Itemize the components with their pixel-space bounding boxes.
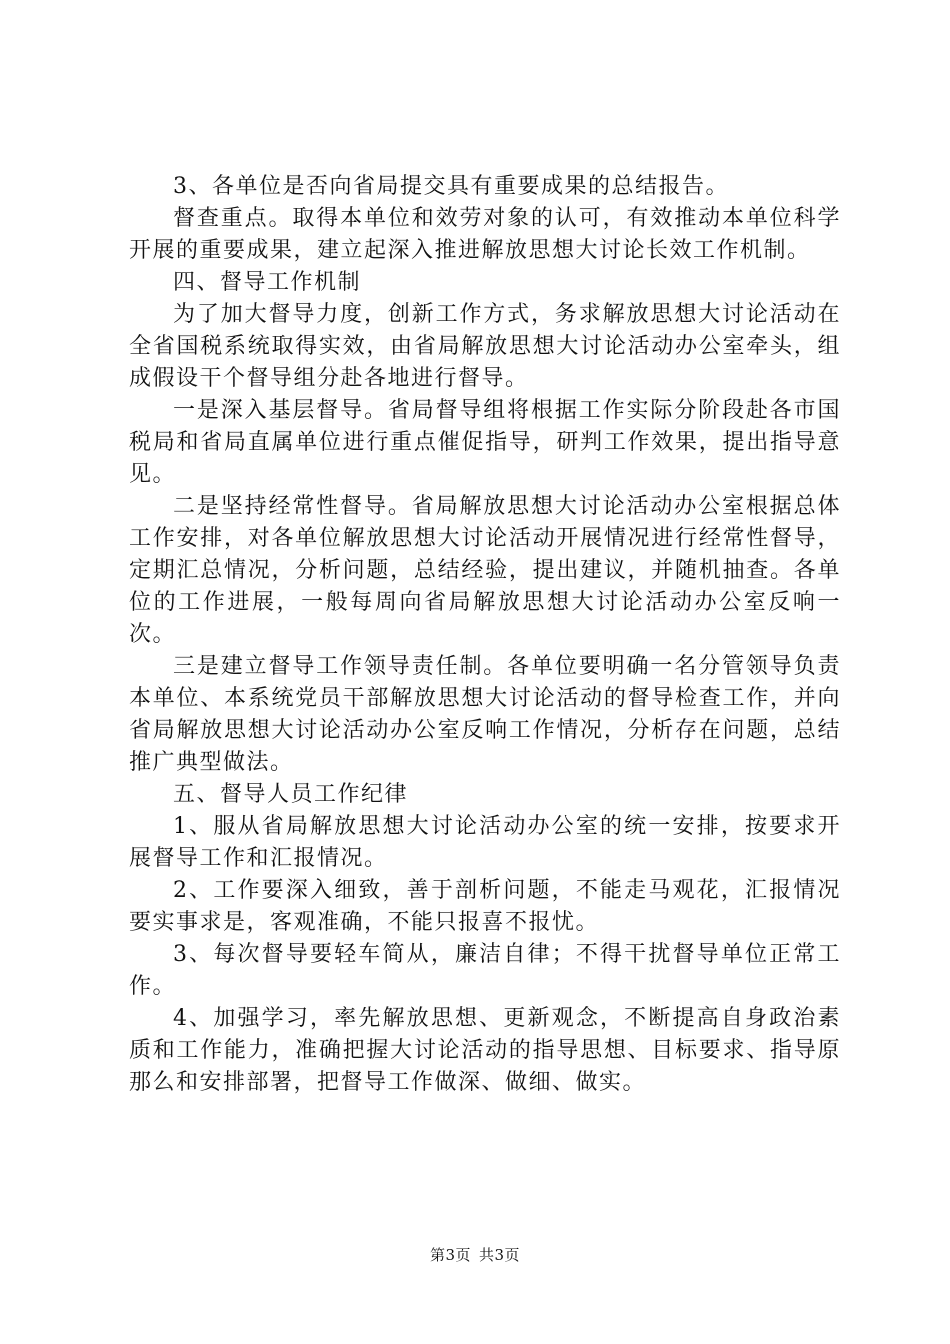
section-heading-mechanism: 四、督导工作机制: [173, 270, 362, 295]
page-number: 第3页: [429, 1246, 471, 1264]
paragraph-discipline-4: 4、加强学习，率先解放思想、更新观念，不断提高自身政治素质和工作能力，准确把握大讨论活动的指导思想、目标要求、指导原那么和安排部署，把督导工作做深、做细、做实。: [129, 1006, 841, 1095]
paragraph-responsibility-system: 三是建立督导工作领导责任制。各单位要明确一名分管领导负责本单位、本系统党员干部解放思想大讨论活动的督导检查工作，并向省局解放思想大讨论活动办公室反响工作情况，分析存在问题，总结推广典型做法。: [129, 654, 841, 775]
paragraph-inspection-focus: 督查重点。取得本单位和效劳对象的认可，有效推动本单位科学开展的重要成果，建立起深入推进解放思想大讨论长效工作机制。: [129, 206, 841, 263]
paragraph-grassroots-supervision: 一是深入基层督导。省局督导组将根据工作实际分阶段赴各市国税局和省局直属单位进行重点催促指导，研判工作效果，提出指导意见。: [129, 398, 841, 487]
paragraph-regular-supervision: 二是坚持经常性督导。省局解放思想大讨论活动办公室根据总体工作安排，对各单位解放思想大讨论活动开展情况进行经常性督导，定期汇总情况，分析问题，总结经验，提出建议，并随机抽查。各单位的工作进展，一般每周向省局解放思想大讨论活动办公室反响一次。: [129, 494, 841, 647]
paragraph-discipline-2: 2、工作要深入细致，善于剖析问题，不能走马观花，汇报情况要实事求是，客观准确，不能只报喜不报忧。: [129, 878, 841, 935]
page-total: 共3页: [479, 1246, 521, 1264]
paragraph-mechanism-intro: 为了加大督导力度，创新工作方式，务求解放思想大讨论活动在全省国税系统取得实效，由省局解放思想大讨论活动办公室牵头，组成假设干个督导组分赴各地进行督导。: [129, 302, 841, 391]
paragraph-discipline-3: 3、每次督导要轻车简从，廉洁自律；不得干扰督导单位正常工作。: [129, 942, 841, 999]
paragraph-report-submission: 3、各单位是否向省局提交具有重要成果的总结报告。: [173, 174, 729, 199]
document-body: [129, 171, 841, 1099]
paragraph-discipline-1: 1、服从省局解放思想大讨论活动办公室的统一安排，按要求开展督导工作和汇报情况。: [129, 814, 841, 871]
section-heading-discipline: 五、督导人员工作纪律: [173, 782, 409, 807]
page-footer: [0, 1244, 950, 1265]
